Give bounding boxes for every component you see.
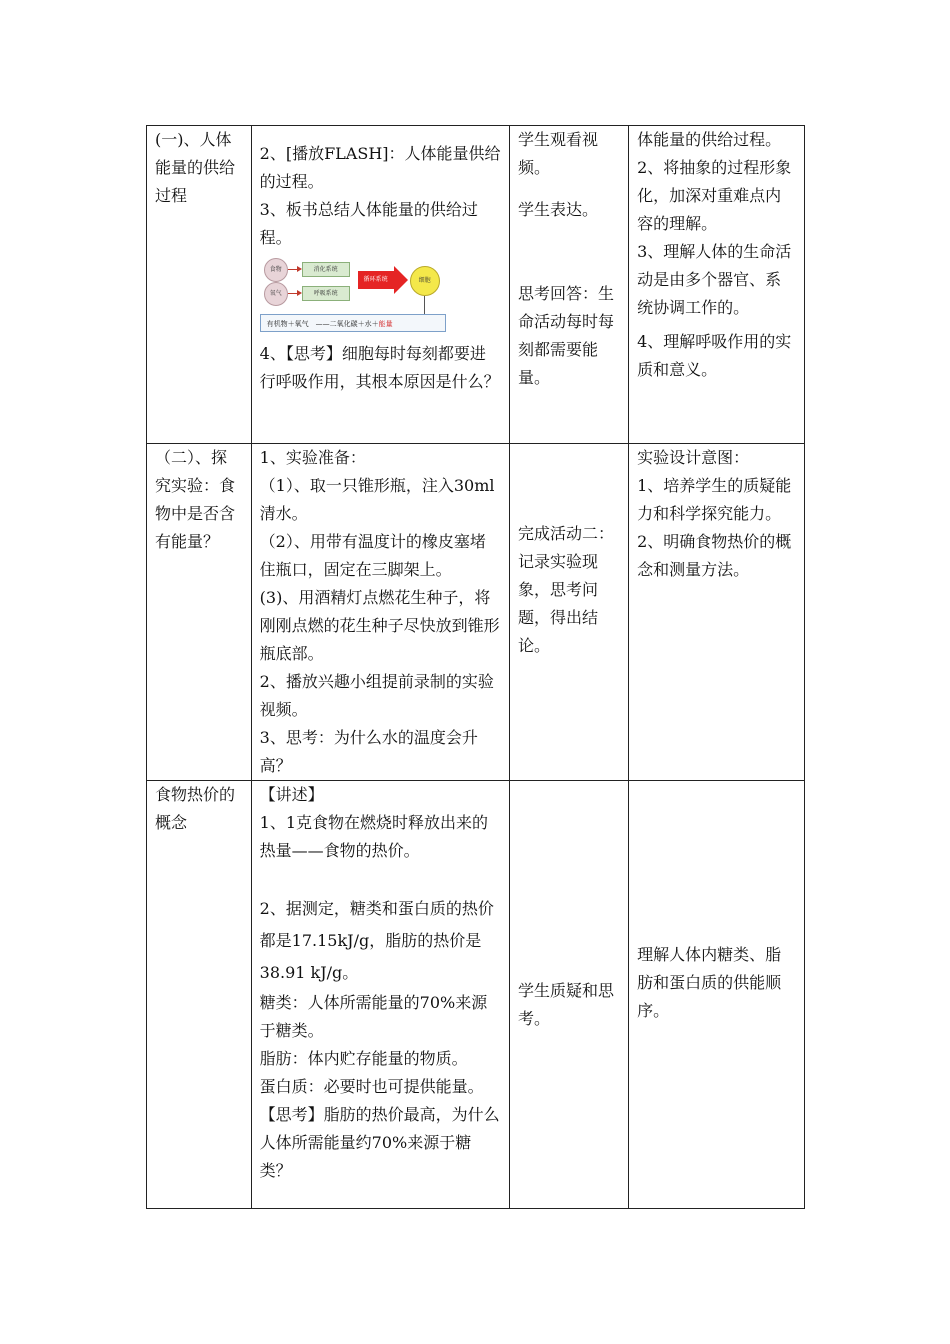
teacher-line: 脂肪：体内贮存能量的物质。 (259, 1049, 468, 1068)
intent-line: 2、明确食物热价的概念和测量方法。 (637, 532, 792, 579)
teacher-line: 2、播放兴趣小组提前录制的实验视频。 (259, 672, 494, 719)
teacher-line: 1、实验准备： (259, 448, 366, 467)
stage-cell (147, 444, 252, 781)
student-activity-cell (509, 126, 628, 444)
student-activity-cell (509, 444, 628, 781)
stage-title: （二）、探究实验：食物中是否含有能量？ (155, 448, 236, 551)
respiration-equation (260, 314, 446, 332)
student-line: 学生观看视频。 (517, 130, 598, 177)
intent-line: 2、将抽象的过程形象化，加深对重难点内容的理解。 (637, 158, 792, 233)
intent-line: 3、理解人体的生命活动是由多个器官、系统协调工作的。 (637, 242, 792, 317)
teacher-line: (3)、用酒精灯点燃花生种子，将刚刚点燃的花生种子尽快放到锥形瓶底部。 (259, 588, 500, 663)
arrow-icon (288, 269, 298, 270)
teacher-line: 3、思考：为什么水的温度会升高？ (259, 728, 478, 775)
teacher-activity-cell (251, 444, 509, 781)
student-activity-cell (509, 781, 628, 1209)
lesson-plan-table (146, 125, 805, 1209)
intent-line: 理解人体内糖类、脂肪和蛋白质的供能顺序。 (637, 945, 782, 1020)
digestive-system-box: 消化系统 (302, 262, 350, 277)
stage-title: 食物热价的概念 (155, 785, 236, 832)
intent-line: 1、培养学生的质疑能力和科学探究能力。 (637, 476, 792, 523)
teacher-line: 【讲述】 (259, 785, 324, 804)
equation-text: 有机物＋氧气 ——二氧化碳＋水＋ (266, 320, 379, 328)
student-line: 完成活动二：记录实验现象，思考问题，得出结论。 (517, 524, 614, 655)
cell-node: 细胞 (410, 266, 440, 296)
energy-supply-diagram (260, 254, 448, 338)
design-intent-cell (629, 126, 805, 444)
food-node: 食物 (264, 258, 288, 282)
teacher-line: 2、据测定，糖类和蛋白质的热价都是17.15kJ/g，脂肪的热价是38.91 kJ/g。 (259, 899, 494, 982)
teacher-line: （1）、取一只锥形瓶，注入30ml清水。 (259, 476, 495, 523)
intent-line: 体能量的供给过程。 (637, 130, 782, 149)
teacher-activity-cell (251, 126, 509, 444)
teacher-line: 1、1克食物在燃烧时释放出来的热量——食物的热价。 (259, 813, 489, 860)
teacher-line: 【思考】脂肪的热价最高，为什么人体所需能量约70%来源于糖类？ (259, 1105, 500, 1180)
equation-energy: 能量 (378, 320, 393, 328)
teacher-line: 蛋白质：必要时也可提供能量。 (259, 1077, 484, 1096)
student-line: 思考回答：生命活动每时每刻都需要能量。 (517, 284, 614, 387)
table-row (147, 126, 805, 444)
design-intent-cell (629, 444, 805, 781)
stage-cell (147, 781, 252, 1209)
stage-title: (一)、人体能量的供给过程 (155, 130, 236, 205)
design-intent-cell (629, 781, 805, 1209)
intent-line: 4、理解呼吸作用的实质和意义。 (637, 332, 792, 379)
table-row (147, 444, 805, 781)
teacher-activity-cell (251, 781, 509, 1209)
circulatory-system-arrow: 循环系统 (358, 271, 394, 289)
respiratory-system-box: 呼吸系统 (302, 286, 350, 301)
teacher-line: 3、板书总结人体能量的供给过程。 (259, 200, 478, 247)
teacher-line: 2、[播放FLASH]：人体能量供给的过程。 (259, 144, 501, 191)
oxygen-node: 氧气 (264, 282, 288, 306)
intent-line: 实验设计意图： (637, 448, 750, 467)
connector-line (424, 296, 425, 314)
stage-cell (147, 126, 252, 444)
table-row (147, 781, 805, 1209)
teacher-line: 糖类：人体所需能量的70%来源于糖类。 (259, 993, 488, 1040)
arrow-icon (288, 293, 298, 294)
student-line: 学生质疑和思考。 (517, 981, 614, 1028)
teacher-line: （2）、用带有温度计的橡皮塞堵住瓶口，固定在三脚架上。 (259, 532, 486, 579)
arrow-head-icon (394, 266, 408, 294)
teacher-line: 4、【思考】细胞每时每刻都要进行呼吸作用，其根本原因是什么？ (259, 344, 500, 391)
student-line: 学生表达。 (517, 200, 598, 219)
